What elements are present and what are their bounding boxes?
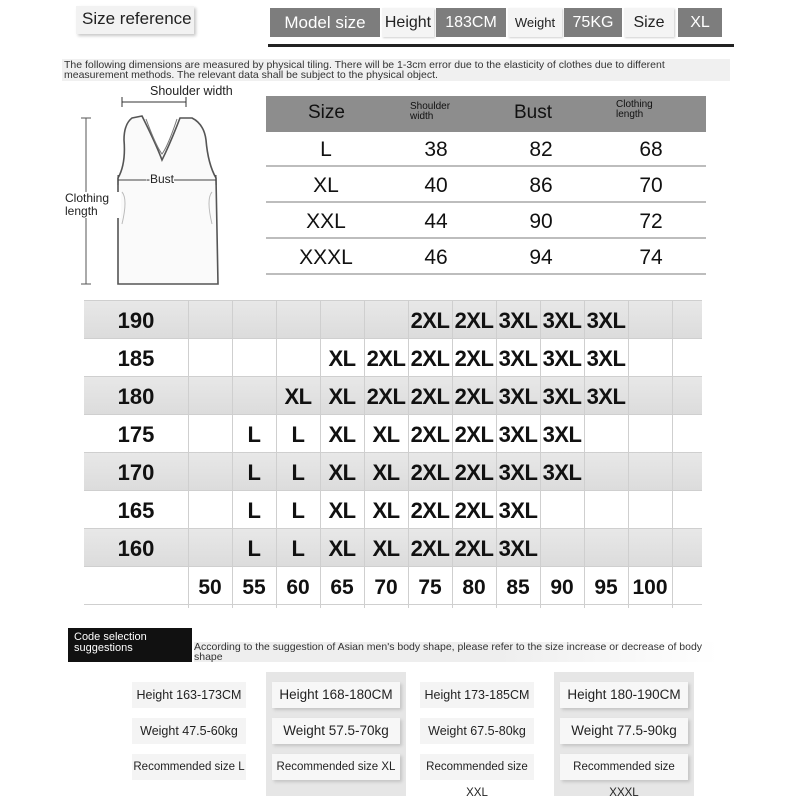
grid-horizontal-line [84,604,702,605]
grid-horizontal-line [84,338,702,339]
recommendation-size: Recommended size L [132,754,246,780]
grid-vertical-line [672,300,673,608]
height-row-label: 180 [117,384,155,409]
dimensions-row [266,242,706,275]
size-chart-cell: 2XL [454,346,494,371]
grid-vertical-line [364,300,365,608]
dim-header-bust: Bust [514,102,553,123]
recommendation-size: Recommended size XXXL [560,754,688,780]
size-chart-cell: 3XL [498,460,538,485]
height-row-label: 165 [117,498,155,523]
size-chart-cell: L [247,536,261,561]
size-chart-cell: XL [328,460,356,485]
dim-header-shoulder: Shoulder width [410,101,451,122]
weight-column-label: 70 [374,576,398,599]
weight-column-label: 55 [242,576,266,599]
weight-column-label: 65 [330,576,354,599]
size-chart-cell: 3XL [498,498,538,523]
size-chart-cell: 2XL [410,346,450,371]
size-chart-cell: 2XL [410,536,450,561]
height-label: Height [382,8,434,37]
weight-value: 75KG [564,8,622,37]
size-chart-cell: L [247,498,261,523]
clothing-length-label: Clothing length [65,192,121,218]
dimensions-cell: 86 [529,174,553,197]
grid-horizontal-line [84,490,702,491]
height-row-label: 185 [117,346,155,371]
dim-header-length: Clothing length [616,99,653,120]
grid-horizontal-line [84,300,702,301]
size-chart-cell: 2XL [410,422,450,447]
dimensions-row [266,170,706,203]
size-chart-cell: 2XL [410,460,450,485]
weight-column-label: 50 [198,576,222,599]
size-chart-cell: L [291,422,305,447]
size-chart-row [84,452,702,490]
model-size-label: Model size [270,8,380,37]
grid-horizontal-line [84,528,702,529]
dimensions-cell: 44 [424,210,448,233]
recommendation-card [126,672,252,796]
measurement-disclaimer: The following dimensions are measured by physical tiling. There will be 1-3cm error due to the elasticity of clothes due to different measurement methods. The relevant data shall be subject to the physical object. [62,59,730,81]
weight-column-label: 100 [632,576,668,599]
size-chart-cell: XL [372,422,400,447]
size-chart-cell: 3XL [498,346,538,371]
size-chart-cell: L [291,536,305,561]
size-chart-cell: XL [328,498,356,523]
weight-column-label: 60 [286,576,310,599]
size-chart-cell: XL [372,536,400,561]
recommendation-height: Height 180-190CM [560,682,688,708]
grid-vertical-line [232,300,233,608]
dimensions-cell: 38 [424,138,448,161]
dimensions-cell: 94 [529,246,553,269]
dimensions-cell: 74 [639,246,663,269]
dimensions-cell: XXL [306,210,346,233]
size-chart-cell: L [247,460,261,485]
size-chart-row [84,300,702,338]
dimensions-cell: L [320,138,332,161]
size-chart-cell: 3XL [542,308,582,333]
size-chart-cell: 2XL [366,384,406,409]
grid-horizontal-line [84,414,702,415]
grid-horizontal-line [84,566,702,567]
size-chart-row [84,414,702,452]
weight-column-label: 90 [550,576,574,599]
weight-label: Weight [508,8,562,37]
size-chart-cell: 3XL [498,536,538,561]
size-label: Size [624,8,674,37]
size-chart-cell: XL [284,384,312,409]
recommendation-weight: Weight 67.5-80kg [420,718,534,744]
size-chart-cell: 3XL [542,346,582,371]
weight-column-label: 80 [462,576,486,599]
grid-horizontal-line [84,376,702,377]
grid-vertical-line [408,300,409,608]
size-chart-cell: XL [328,346,356,371]
height-row-label: 190 [117,308,155,333]
size-chart-cell: XL [328,422,356,447]
height-row-label: 160 [117,536,155,561]
recommendation-weight: Weight 77.5-90kg [560,718,688,744]
dimensions-row [266,206,706,239]
dimensions-cell: 82 [529,138,553,161]
size-chart-cell: 3XL [586,346,626,371]
dimensions-cell: 68 [639,138,663,161]
dimensions-cell: XL [313,174,339,197]
grid-vertical-line [496,300,497,608]
size-chart-cell: 3XL [586,384,626,409]
size-value: XL [678,8,722,37]
recommendation-card [414,672,540,799]
size-chart-cell: L [247,422,261,447]
size-chart-cell: 2XL [410,308,450,333]
size-chart-cell: 3XL [498,384,538,409]
size-chart-row [84,376,702,414]
grid-vertical-line [188,300,189,608]
dimensions-row [266,134,706,167]
dimensions-cell: XXXL [299,246,353,269]
size-chart-cell: L [291,498,305,523]
garment-diagram [62,84,262,294]
size-chart-cell: 3XL [542,422,582,447]
recommendation-card [554,672,694,799]
size-chart-row [84,528,702,566]
bust-label: -Bust [146,172,175,186]
recommendation-card [266,672,406,796]
shoulder-width-label: Shoulder width [150,84,233,98]
grid-vertical-line [628,300,629,608]
recommendation-weight: Weight 57.5-70kg [272,718,400,744]
recommendation-height: Height 173-185CM [420,682,534,708]
size-chart-cell: 3XL [542,384,582,409]
recommendation-size: Recommended size XL [272,754,400,780]
grid-vertical-line [584,300,585,608]
recommendation-size: Recommended size XXL [420,754,534,780]
size-chart-cell: XL [372,498,400,523]
dim-header-size: Size [308,102,345,123]
size-chart-cell: 3XL [498,422,538,447]
size-chart-cell: L [291,460,305,485]
height-row-label: 175 [117,422,155,447]
size-chart-cell: 2XL [454,384,494,409]
header-divider [268,44,734,47]
grid-horizontal-line [84,452,702,453]
size-chart-cell: 3XL [498,308,538,333]
grid-vertical-line [540,300,541,608]
dimensions-cell: 72 [639,210,663,233]
weight-column-label: 75 [418,576,442,599]
weight-column-label: 85 [506,576,530,599]
size-chart-cell: XL [328,384,356,409]
size-chart-cell: XL [328,536,356,561]
recommendation-height: Height 168-180CM [272,682,400,708]
height-value: 183CM [436,8,506,37]
recommendation-height: Height 163-173CM [132,682,246,708]
size-chart-cell: 2XL [366,346,406,371]
vest-illustration [62,84,262,294]
size-chart-row [84,338,702,376]
size-chart-cell: 2XL [454,536,494,561]
weight-column-label: 95 [594,576,618,599]
code-selection-title: Code selection suggestions [68,628,192,662]
recommendation-weight: Weight 47.5-60kg [132,718,246,744]
grid-vertical-line [452,300,453,608]
height-row-label: 170 [117,460,155,485]
size-chart-cell: 2XL [454,308,494,333]
grid-vertical-line [276,300,277,608]
suggestion-text: According to the suggestion of Asian men's body shape, please refer to the size increase or decrease of body shape [194,642,718,662]
size-chart-cell: 2XL [454,498,494,523]
size-reference-label: Size reference [76,6,194,34]
size-chart-cell: XL [372,460,400,485]
grid-vertical-line [320,300,321,608]
size-chart-grid [84,300,702,608]
size-chart-cell: 2XL [454,460,494,485]
dimensions-cell: 46 [424,246,448,269]
size-chart-cell: 2XL [454,422,494,447]
size-chart-cell: 2XL [410,498,450,523]
size-chart-cell: 2XL [410,384,450,409]
size-chart-row [84,490,702,528]
size-chart-cell: 3XL [542,460,582,485]
dimensions-header [266,96,706,132]
size-chart-cell: 3XL [586,308,626,333]
dimensions-cell: 70 [639,174,663,197]
dimensions-cell: 40 [424,174,448,197]
dimensions-cell: 90 [529,210,553,233]
